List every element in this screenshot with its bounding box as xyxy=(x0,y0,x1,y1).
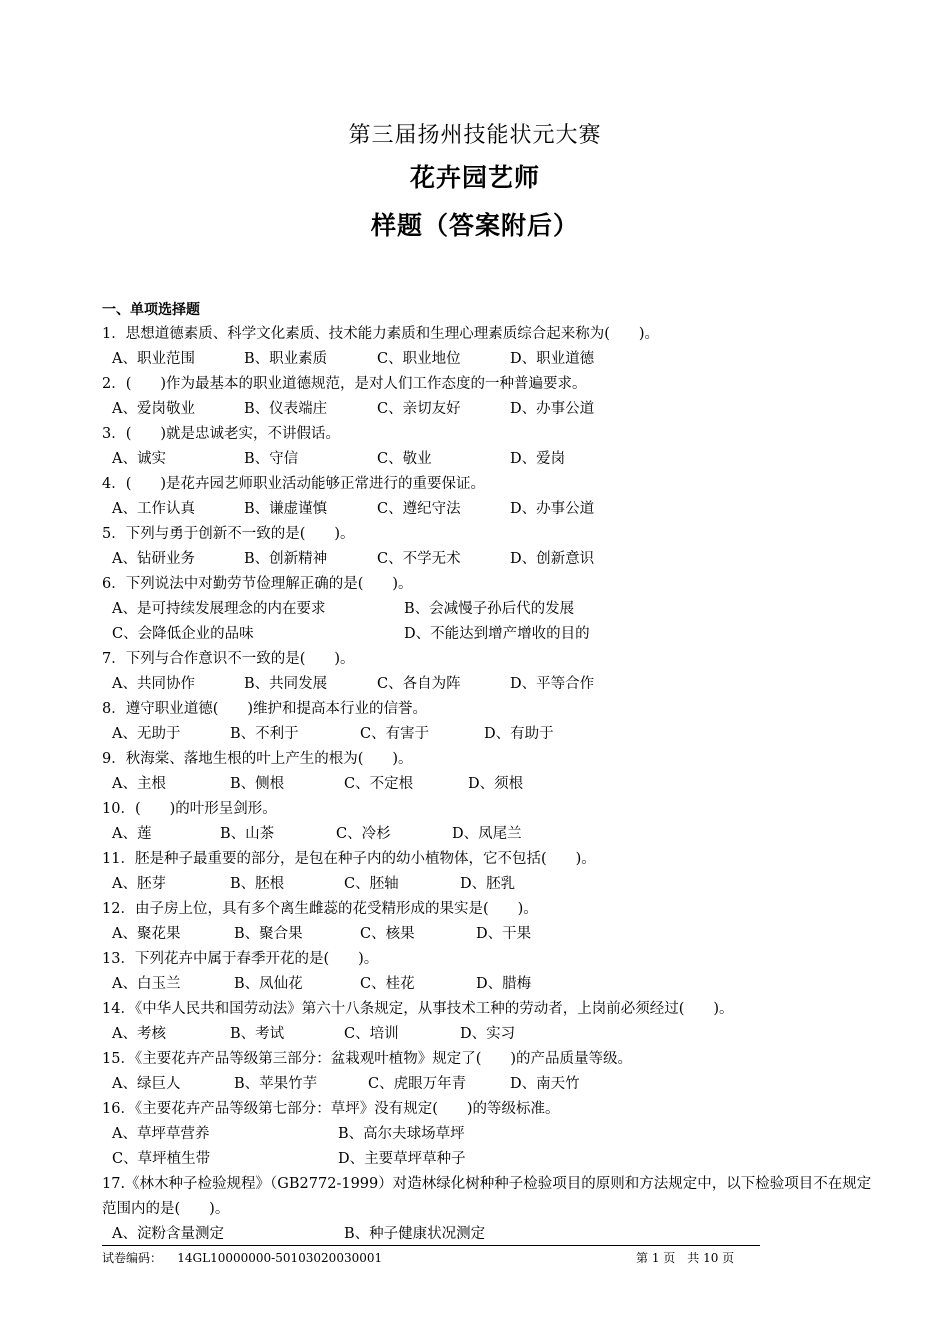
option: A、工作认真 xyxy=(112,501,195,517)
options-row xyxy=(102,397,872,422)
options-row xyxy=(102,972,872,997)
option: A、白玉兰 xyxy=(112,976,181,992)
option: C、虎眼万年青 xyxy=(368,1076,467,1092)
option: B、会减慢子孙后代的发展 xyxy=(404,601,575,617)
question-text: 4．( )是花卉园艺师职业活动能够正常进行的重要保证。 xyxy=(102,476,486,492)
option: D、办事公道 xyxy=(510,401,595,417)
option: C、草坪植生带 xyxy=(112,1151,211,1167)
options-row xyxy=(102,922,872,947)
option: B、凤仙花 xyxy=(234,976,303,992)
option: D、腊梅 xyxy=(476,976,532,992)
option: B、侧根 xyxy=(230,776,285,792)
competition-title: 第三届扬州技能状元大赛 xyxy=(348,123,602,148)
question-text: 13．下列花卉中属于春季开花的是( )。 xyxy=(102,951,379,967)
exam-code-value: 14GL10000000-50103020030001 xyxy=(177,1251,383,1265)
options-row xyxy=(102,597,872,622)
option: C、遵纪守法 xyxy=(377,501,461,517)
question-text: 12．由子房上位，具有多个离生雌蕊的花受精形成的果实是( )。 xyxy=(102,901,538,917)
question-text: 3．( )就是忠诚老实，不讲假话。 xyxy=(102,426,341,442)
question-list xyxy=(102,322,872,1247)
option: B、职业素质 xyxy=(244,351,328,367)
section-heading: 一、单项选择题 xyxy=(102,302,200,318)
exam-code xyxy=(102,1249,382,1266)
question-text: 1．思想道德素质、科学文化素质、技术能力素质和生理心理素质综合起来称为( )。 xyxy=(102,326,660,342)
option: D、干果 xyxy=(476,926,532,942)
question-text: 7．下列与合作意识不一致的是( )。 xyxy=(102,651,355,667)
option: B、高尔夫球场草坪 xyxy=(338,1126,465,1142)
option: D、胚乳 xyxy=(460,876,516,892)
option: D、平等合作 xyxy=(510,676,595,692)
option: B、胚根 xyxy=(230,876,285,892)
option: C、不学无术 xyxy=(377,551,461,567)
option: A、爱岗敬业 xyxy=(112,401,195,417)
exam-code-label: 试卷编码： xyxy=(102,1251,163,1265)
question-text: 10．( )的叶形呈剑形。 xyxy=(102,801,277,817)
question-text: 5．下列与勇于创新不一致的是( )。 xyxy=(102,526,355,542)
options-row xyxy=(102,547,872,572)
option: C、冷杉 xyxy=(336,826,391,842)
option: C、亲切友好 xyxy=(377,401,461,417)
question-text: 2．( )作为最基本的职业道德规范，是对人们工作态度的一种普遍要求。 xyxy=(102,376,587,392)
option: D、爱岗 xyxy=(510,451,566,467)
option: A、聚花果 xyxy=(112,926,181,942)
option: A、胚芽 xyxy=(112,876,166,892)
page-number: 第 1 页 共 10 页 xyxy=(636,1251,735,1265)
option: A、钻研业务 xyxy=(112,551,195,567)
question-text: 16．《主要花卉产品等级第七部分：草坪》没有规定( )的等级标准。 xyxy=(102,1101,560,1117)
options-row xyxy=(102,1022,872,1047)
option: A、无助于 xyxy=(112,726,181,742)
options-row xyxy=(102,672,872,697)
option: A、淀粉含量测定 xyxy=(112,1226,224,1242)
options-row xyxy=(102,822,872,847)
option: C、核果 xyxy=(360,926,415,942)
options-row xyxy=(102,497,872,522)
option: B、种子健康状况测定 xyxy=(344,1226,486,1242)
question-text: 14．《中华人民共和国劳动法》第六十八条规定，从事技术工种的劳动者，上岗前必须经过( )。 xyxy=(102,1001,734,1017)
footer-divider xyxy=(102,1245,760,1246)
option: A、考核 xyxy=(112,1026,166,1042)
option: A、草坪草营养 xyxy=(112,1126,210,1142)
option: D、不能达到增产增收的目的 xyxy=(404,626,590,642)
option: C、有害于 xyxy=(360,726,430,742)
option: C、敬业 xyxy=(377,451,432,467)
option: D、南天竹 xyxy=(510,1076,580,1092)
option: C、不定根 xyxy=(344,776,414,792)
options-row xyxy=(102,1122,872,1147)
options-row xyxy=(102,1072,872,1097)
option: C、会降低企业的品味 xyxy=(112,626,254,642)
option: A、诚实 xyxy=(112,451,166,467)
option: A、是可持续发展理念的内在要求 xyxy=(112,601,326,617)
option: B、考试 xyxy=(230,1026,285,1042)
option: D、办事公道 xyxy=(510,501,595,517)
option: B、聚合果 xyxy=(234,926,303,942)
option: D、须根 xyxy=(468,776,524,792)
option: C、职业地位 xyxy=(377,351,461,367)
option: B、苹果竹芋 xyxy=(234,1076,318,1092)
options-row xyxy=(102,447,872,472)
option: D、创新意识 xyxy=(510,551,595,567)
option: B、不利于 xyxy=(230,726,299,742)
option: D、职业道德 xyxy=(510,351,595,367)
options-row xyxy=(102,772,872,797)
option: B、共同发展 xyxy=(244,676,328,692)
option: B、创新精神 xyxy=(244,551,328,567)
option: D、实习 xyxy=(460,1026,516,1042)
options-row xyxy=(102,1222,872,1247)
option: A、职业范围 xyxy=(112,351,195,367)
option: B、仪表端庄 xyxy=(244,401,328,417)
option: D、凤尾兰 xyxy=(452,826,522,842)
option: B、守信 xyxy=(244,451,299,467)
option: C、胚轴 xyxy=(344,876,399,892)
question-text: 8．遵守职业道德( )维护和提高本行业的信誉。 xyxy=(102,701,428,717)
option: C、桂花 xyxy=(360,976,415,992)
options-row xyxy=(102,347,872,372)
question-text: 6．下列说法中对勤劳节俭理解正确的是( )。 xyxy=(102,576,413,592)
question-text: 9．秋海棠、落地生根的叶上产生的根为( )。 xyxy=(102,751,413,767)
options-row xyxy=(102,872,872,897)
option: D、有助于 xyxy=(484,726,554,742)
question-text: 15．《主要花卉产品等级第三部分：盆栽观叶植物》规定了( )的产品质量等级。 xyxy=(102,1051,633,1067)
option: A、绿巨人 xyxy=(112,1076,181,1092)
question-text: 17.《林木种子检验规程》（GB2772-1999）对造林绿化树种种子检验项目的原则和方法规定中，以下检验项目不在规定范围内的是( )。 xyxy=(102,1176,872,1217)
occupation-title: 花卉园艺师 xyxy=(409,163,540,192)
option: A、主根 xyxy=(112,776,166,792)
option: C、培训 xyxy=(344,1026,399,1042)
option: A、共同协作 xyxy=(112,676,195,692)
question-text: 11．胚是种子最重要的部分，是包在种子内的幼小植物体，它不包括( )。 xyxy=(102,851,596,867)
option: B、谦虚谨慎 xyxy=(244,501,328,517)
option: C、各自为阵 xyxy=(377,676,461,692)
option: D、主要草坪草种子 xyxy=(338,1151,466,1167)
sample-title: 样题（答案附后） xyxy=(370,211,579,240)
options-row xyxy=(102,622,872,647)
option: B、山茶 xyxy=(220,826,275,842)
option: A、莲 xyxy=(112,826,152,842)
options-row xyxy=(102,722,872,747)
options-row xyxy=(102,1147,872,1172)
